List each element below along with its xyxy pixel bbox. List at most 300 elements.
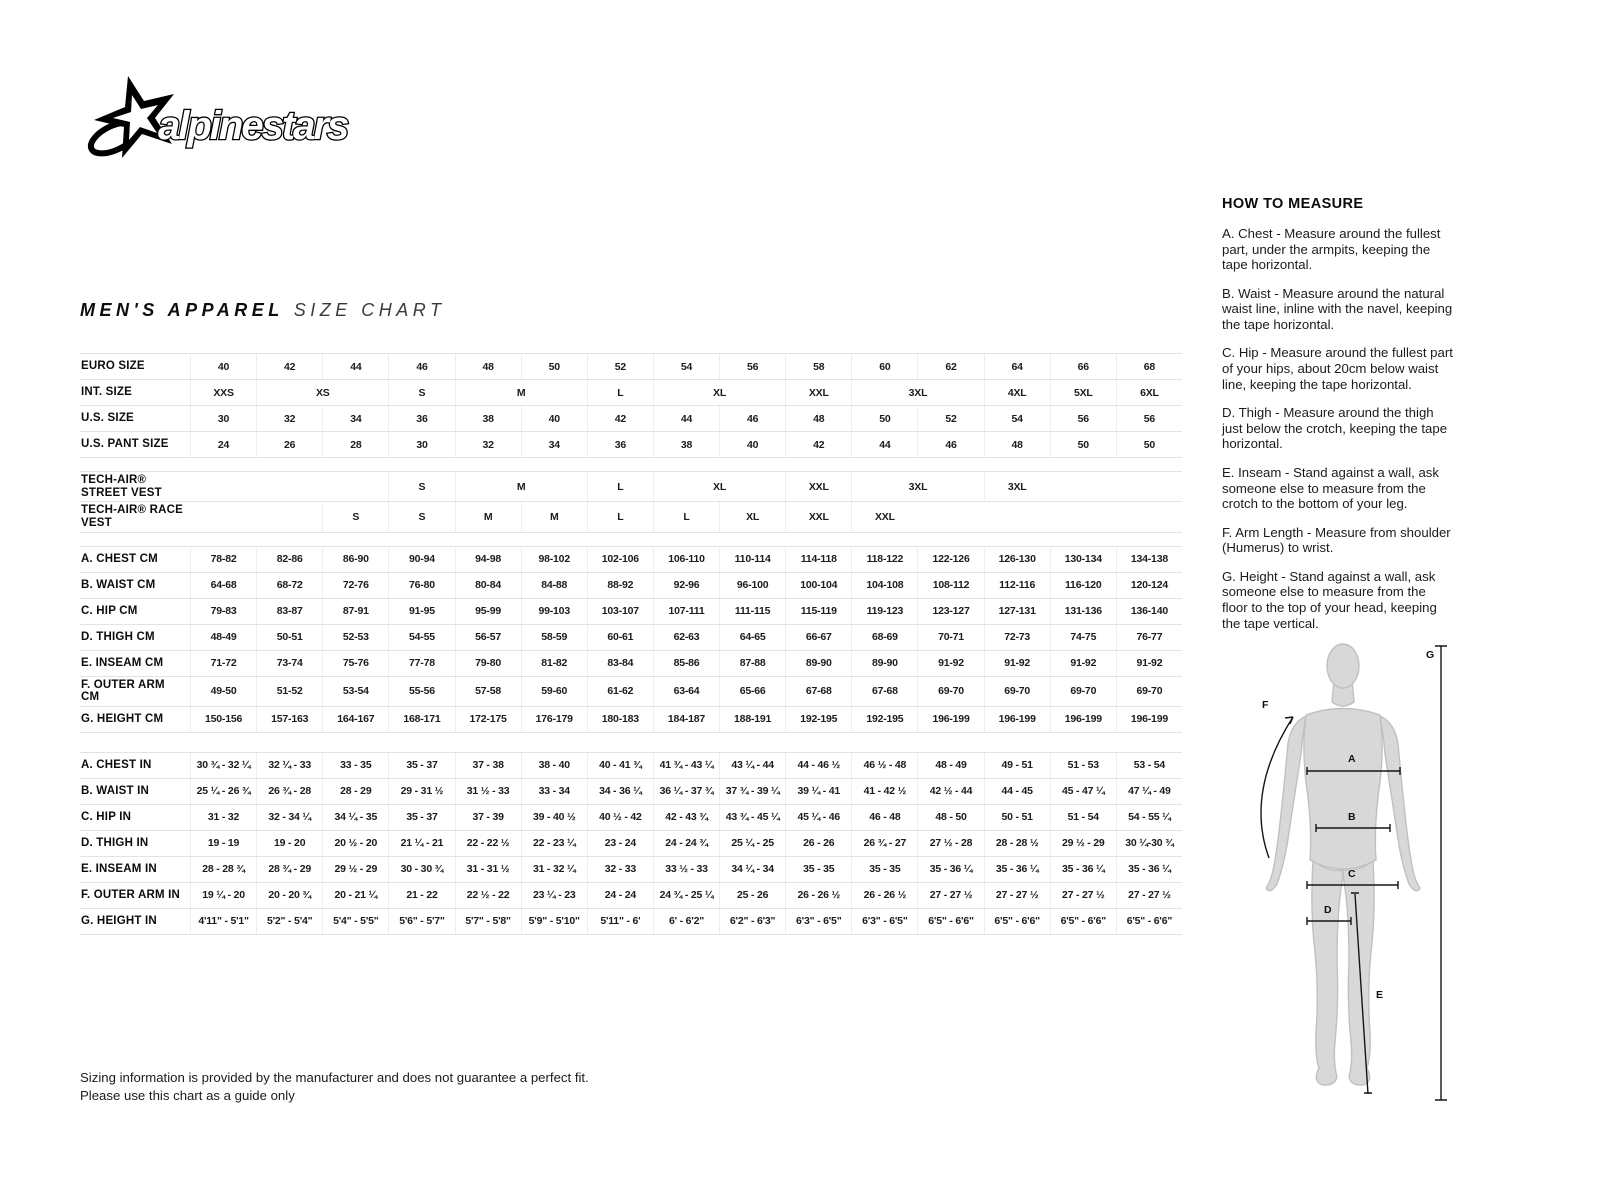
size-cell: 28 - 29: [322, 779, 388, 804]
size-cell: 3XL: [851, 472, 983, 501]
size-cell: 48 - 49: [917, 753, 983, 778]
size-cell: 75-76: [322, 651, 388, 676]
size-cell: 49 - 51: [984, 753, 1050, 778]
size-cell: 5'11" - 6': [587, 909, 653, 934]
size-cell: L: [653, 502, 719, 531]
row-label: C. HIP IN: [81, 811, 132, 824]
size-cell: 127-131: [984, 599, 1050, 624]
size-cell: 61-62: [587, 677, 653, 706]
brand-wordmark: alpinestars: [158, 104, 348, 148]
diagram-label-d: D: [1324, 904, 1332, 916]
size-cell: 98-102: [521, 547, 587, 572]
size-cell: 23 - 24: [587, 831, 653, 856]
size-cell: 33 ½ - 33: [653, 857, 719, 882]
size-cell: 91-92: [1116, 651, 1182, 676]
diagram-label-b: B: [1348, 811, 1356, 823]
table-block: [80, 752, 1182, 935]
size-cell: 78-82: [190, 547, 256, 572]
size-cell: 26 - 26 ½: [785, 883, 851, 908]
size-cell: 21 - 22: [388, 883, 454, 908]
size-cell: 3XL: [984, 472, 1050, 501]
size-cell: 22 ½ - 22: [455, 883, 521, 908]
size-cell: M: [455, 380, 587, 405]
size-cell: XL: [653, 472, 785, 501]
size-cell: 53-54: [322, 677, 388, 706]
size-cell: 116-120: [1050, 573, 1116, 598]
size-cell: 31 - 32: [190, 805, 256, 830]
size-cell: 56: [719, 354, 785, 379]
size-cell: 150-156: [190, 707, 256, 732]
size-cell: 68-69: [851, 625, 917, 650]
diagram-label-e: E: [1376, 989, 1384, 1001]
size-cell: M: [455, 472, 587, 501]
size-cell: 51-52: [256, 677, 322, 706]
alpinestars-logo-graphic: [82, 72, 362, 167]
size-cell: 30 ¾ - 32 ¼: [190, 753, 256, 778]
size-cell: 43 ¼ - 44: [719, 753, 785, 778]
size-cell: 31 - 31 ½: [455, 857, 521, 882]
row-label: G. HEIGHT IN: [81, 915, 157, 928]
size-cell: 23 ¼ - 23: [521, 883, 587, 908]
size-cell: 19 - 19: [190, 831, 256, 856]
size-cell: 90-94: [388, 547, 454, 572]
table-block: [80, 353, 1182, 458]
size-cell: 6'2" - 6'3": [719, 909, 785, 934]
how-to-measure-title: HOW TO MEASURE: [1222, 196, 1364, 212]
size-cell: 34 - 36 ¼: [587, 779, 653, 804]
size-cell: 54 - 55 ¼: [1116, 805, 1182, 830]
size-cell: 122-126: [917, 547, 983, 572]
size-cell: 25 ¼ - 26 ¾: [190, 779, 256, 804]
size-cell: 72-73: [984, 625, 1050, 650]
size-cell: 48-49: [190, 625, 256, 650]
size-cell: 91-92: [1050, 651, 1116, 676]
size-cell: 85-86: [653, 651, 719, 676]
size-cell: XXS: [190, 380, 256, 405]
size-cell: 37 - 38: [455, 753, 521, 778]
size-cell: S: [388, 472, 454, 501]
size-cell: 89-90: [851, 651, 917, 676]
size-cell: 40 ½ - 42: [587, 805, 653, 830]
size-cell: 22 - 23 ¼: [521, 831, 587, 856]
size-cell: 6'5" - 6'6": [1050, 909, 1116, 934]
size-cell: 48: [785, 406, 851, 431]
size-cell: 196-199: [1050, 707, 1116, 732]
size-cell: 52-53: [322, 625, 388, 650]
size-cell: XL: [653, 380, 785, 405]
size-cell: 36: [587, 432, 653, 457]
footnote: [80, 1069, 589, 1105]
size-cell: 24 - 24: [587, 883, 653, 908]
size-cell: 196-199: [1116, 707, 1182, 732]
size-cell: 123-127: [917, 599, 983, 624]
size-cell: 46 ½ - 48: [851, 753, 917, 778]
size-cell: 26 ¾ - 27: [851, 831, 917, 856]
size-cell: 172-175: [455, 707, 521, 732]
size-cell: 196-199: [984, 707, 1050, 732]
size-cell: 196-199: [917, 707, 983, 732]
size-cell: 30 ¼-30 ¾: [1116, 831, 1182, 856]
size-cell: 48: [984, 432, 1050, 457]
size-cell: M: [455, 502, 521, 531]
size-cell: 66-67: [785, 625, 851, 650]
size-cell: 65-66: [719, 677, 785, 706]
size-cell: 126-130: [984, 547, 1050, 572]
size-cell: XS: [256, 380, 388, 405]
table-block: [80, 471, 1182, 533]
size-cell: 192-195: [851, 707, 917, 732]
size-cell: 31 - 32 ¼: [521, 857, 587, 882]
size-cell: 74-75: [1050, 625, 1116, 650]
size-cell: 77-78: [388, 651, 454, 676]
size-cell: 35 - 36 ¼: [1116, 857, 1182, 882]
size-cell: 83-84: [587, 651, 653, 676]
size-cell: 91-95: [388, 599, 454, 624]
size-cell: 37 ¾ - 39 ¼: [719, 779, 785, 804]
size-cell: 5'4" - 5'5": [322, 909, 388, 934]
size-cell: 63-64: [653, 677, 719, 706]
size-cell: 5'6" - 5'7": [388, 909, 454, 934]
measure-instruction-inseam: E. Inseam - Stand against a wall, ask someone else to measure from the crotch to the bottom of your leg.: [1222, 464, 1439, 512]
size-cell: 29 ½ - 29: [322, 857, 388, 882]
size-cell: 5XL: [1050, 380, 1116, 405]
size-cell: 42: [785, 432, 851, 457]
size-cell: 82-86: [256, 547, 322, 572]
size-cell: 71-72: [190, 651, 256, 676]
size-cell: 29 ½ - 29: [1050, 831, 1116, 856]
diagram-label-a: A: [1348, 753, 1356, 765]
row-label: E. INSEAM CM: [81, 656, 164, 669]
size-cell: 50-51: [256, 625, 322, 650]
size-cell: 96-100: [719, 573, 785, 598]
size-cell: 44: [851, 432, 917, 457]
size-cell: 48: [455, 354, 521, 379]
measure-instruction-waist: B. Waist - Measure around the natural waist line, inline with the navel, keeping the tape horizontal.: [1222, 285, 1453, 332]
size-cell: 32 ¼ - 33: [256, 753, 322, 778]
size-cell: 30 - 30 ¾: [388, 857, 454, 882]
size-cell: 64: [984, 354, 1050, 379]
size-cell: 131-136: [1050, 599, 1116, 624]
size-cell: 26 - 26 ½: [851, 883, 917, 908]
size-cell: 83-87: [256, 599, 322, 624]
size-cell: 79-80: [455, 651, 521, 676]
size-cell: 35 - 35: [785, 857, 851, 882]
size-cell: 38: [455, 406, 521, 431]
footnote-line-2: Please use this chart as a guide only: [80, 1087, 295, 1103]
size-cell: 34 ¼ - 34: [719, 857, 785, 882]
table-row: [80, 406, 1182, 432]
table-row: [80, 472, 1182, 502]
size-cell: 30: [388, 432, 454, 457]
row-label: D. THIGH IN: [81, 837, 149, 850]
size-cell: 6'5" - 6'6": [984, 909, 1050, 934]
size-cell: 87-88: [719, 651, 785, 676]
table-row: [80, 909, 1182, 935]
size-cell: 59-60: [521, 677, 587, 706]
size-cell: 35 - 37: [388, 753, 454, 778]
size-cell: 67-68: [851, 677, 917, 706]
row-label: A. CHEST IN: [81, 759, 152, 772]
size-cell: 79-83: [190, 599, 256, 624]
footnote-line-1: Sizing information is provided by the manufacturer and does not guarantee a perfect fit.: [80, 1070, 589, 1085]
page-title-main: MEN'S APPAREL: [80, 300, 284, 320]
size-cell: 72-76: [322, 573, 388, 598]
size-cell: 20 - 20 ¾: [256, 883, 322, 908]
size-cell: 49-50: [190, 677, 256, 706]
size-cell: 64-68: [190, 573, 256, 598]
size-cell: 70-71: [917, 625, 983, 650]
table-row: [80, 677, 1182, 707]
size-cell: 32 - 34 ¼: [256, 805, 322, 830]
table-row: [80, 432, 1182, 458]
size-cell: 168-171: [388, 707, 454, 732]
size-cell: 58-59: [521, 625, 587, 650]
size-cell: 44 - 45: [984, 779, 1050, 804]
size-cell: 34: [322, 406, 388, 431]
row-label: F. OUTER ARM CM: [81, 678, 165, 704]
size-cell: 102-106: [587, 547, 653, 572]
table-row: [80, 805, 1182, 831]
height-measure-line: [1435, 646, 1447, 1100]
row-label: U.S. SIZE: [81, 412, 134, 425]
size-cell: 42: [256, 354, 322, 379]
size-cell: 21 ¼ - 21: [388, 831, 454, 856]
measure-instruction-arm: F. Arm Length - Measure from shoulder (Humerus) to wrist.: [1222, 524, 1451, 556]
size-cell: 112-116: [984, 573, 1050, 598]
table-block: [80, 546, 1182, 733]
size-cell: 38: [653, 432, 719, 457]
size-cell: 91-92: [984, 651, 1050, 676]
row-label: A. CHEST CM: [81, 552, 158, 565]
size-cell: 188-191: [719, 707, 785, 732]
size-cell: L: [587, 380, 653, 405]
size-cell: 64-65: [719, 625, 785, 650]
row-label: C. HIP CM: [81, 604, 138, 617]
size-cell: 45 ¼ - 46: [785, 805, 851, 830]
size-cell: 88-92: [587, 573, 653, 598]
row-label: F. OUTER ARM IN: [81, 889, 181, 902]
page-title-sub: SIZE CHART: [293, 300, 446, 320]
row-label: U.S. PANT SIZE: [81, 438, 169, 451]
size-cell: 42 ½ - 44: [917, 779, 983, 804]
size-cell: 40: [719, 432, 785, 457]
size-cell: 30: [190, 406, 256, 431]
size-cell: 39 ¼ - 41: [785, 779, 851, 804]
size-cell: 40 - 41 ¾: [587, 753, 653, 778]
table-row: [80, 354, 1182, 380]
size-cell: 25 - 26: [719, 883, 785, 908]
size-cell: 42: [587, 406, 653, 431]
size-cell: 37 - 39: [455, 805, 521, 830]
size-cell: 136-140: [1116, 599, 1182, 624]
size-cell: 24 - 24 ¾: [653, 831, 719, 856]
size-cell: 6'5" - 6'6": [917, 909, 983, 934]
size-cell: 5'7" - 5'8": [455, 909, 521, 934]
size-cell: 3XL: [851, 380, 983, 405]
size-cell: 50: [1116, 432, 1182, 457]
size-cell: 164-167: [322, 707, 388, 732]
size-cell: 119-123: [851, 599, 917, 624]
size-cell: 134-138: [1116, 547, 1182, 572]
size-cell: 39 - 40 ½: [521, 805, 587, 830]
row-label: E. INSEAM IN: [81, 863, 157, 876]
size-cell: 89-90: [785, 651, 851, 676]
size-cell: 54-55: [388, 625, 454, 650]
size-cell: 42 - 43 ¾: [653, 805, 719, 830]
size-cell: 50: [851, 406, 917, 431]
size-cell: 35 - 36 ¼: [1050, 857, 1116, 882]
size-cell: S: [388, 502, 454, 531]
size-cell: 29 - 31 ½: [388, 779, 454, 804]
size-cell: XXL: [785, 472, 851, 501]
size-cell: 84-88: [521, 573, 587, 598]
size-cell: 44: [653, 406, 719, 431]
size-cell: 62: [917, 354, 983, 379]
size-cell: 5'2" - 5'4": [256, 909, 322, 934]
size-cell: 120-124: [1116, 573, 1182, 598]
measure-instruction-thigh: D. Thigh - Measure around the thigh just below the crotch, keeping the tape horizontal.: [1222, 405, 1448, 452]
size-cell: 26 ¾ - 28: [256, 779, 322, 804]
size-cell: 41 ¾ - 43 ¼: [653, 753, 719, 778]
size-cell: 45 - 47 ¼: [1050, 779, 1116, 804]
size-cell: XL: [719, 502, 785, 531]
size-cell: 44: [322, 354, 388, 379]
row-label: EURO SIZE: [81, 360, 145, 373]
size-cell: 27 - 27 ½: [1050, 883, 1116, 908]
size-cell: [190, 472, 388, 501]
size-cell: 80-84: [455, 573, 521, 598]
size-cell: 40: [521, 406, 587, 431]
table-row: [80, 857, 1182, 883]
size-cell: M: [521, 502, 587, 531]
table-row: [80, 651, 1182, 677]
measure-instruction-height: G. Height - Stand against a wall, ask someone else to measure from the floor to the top of your head, keeping the tape vertical.: [1222, 568, 1437, 631]
size-cell: 20 - 21 ¼: [322, 883, 388, 908]
table-row: [80, 753, 1182, 779]
size-cell: 6' - 6'2": [653, 909, 719, 934]
size-cell: 19 - 20: [256, 831, 322, 856]
size-cell: 56-57: [455, 625, 521, 650]
size-cell: 69-70: [984, 677, 1050, 706]
size-cell: S: [388, 380, 454, 405]
size-cell: 114-118: [785, 547, 851, 572]
size-cell: [1050, 472, 1182, 501]
table-row: [80, 599, 1182, 625]
size-cell: [917, 502, 1182, 531]
size-cell: 54: [653, 354, 719, 379]
how-to-measure-panel: [1222, 196, 1454, 644]
size-cell: 52: [587, 354, 653, 379]
size-cell: 130-134: [1050, 547, 1116, 572]
row-label: TECH-AIR® STREET VEST: [81, 474, 162, 499]
diagram-label-f: F: [1262, 699, 1269, 711]
size-cell: 28 - 28 ½: [984, 831, 1050, 856]
size-cell: 33 - 34: [521, 779, 587, 804]
row-label: TECH-AIR® RACE VEST: [81, 504, 183, 529]
size-cell: 50: [521, 354, 587, 379]
size-cell: 103-107: [587, 599, 653, 624]
size-cell: 46: [719, 406, 785, 431]
size-cell: 73-74: [256, 651, 322, 676]
size-cell: 4'11" - 5'1": [190, 909, 256, 934]
size-cell: 27 - 27 ½: [1116, 883, 1182, 908]
size-cell: 36: [388, 406, 454, 431]
diagram-label-c: C: [1348, 868, 1356, 880]
size-cell: L: [587, 502, 653, 531]
size-cell: 192-195: [785, 707, 851, 732]
size-cell: 56: [1050, 406, 1116, 431]
size-cell: 38 - 40: [521, 753, 587, 778]
table-row: [80, 625, 1182, 651]
size-cell: 22 - 22 ½: [455, 831, 521, 856]
size-cell: 4XL: [984, 380, 1050, 405]
size-cell: 35 - 36 ¼: [917, 857, 983, 882]
size-cell: 24 ¾ - 25 ¼: [653, 883, 719, 908]
measurement-diagram: [1238, 632, 1456, 1117]
size-cell: 41 - 42 ½: [851, 779, 917, 804]
size-cell: 94-98: [455, 547, 521, 572]
size-cell: 40: [190, 354, 256, 379]
size-cell: 20 ½ - 20: [322, 831, 388, 856]
size-cell: 110-114: [719, 547, 785, 572]
size-cell: 26: [256, 432, 322, 457]
size-cell: 54: [984, 406, 1050, 431]
size-cell: [190, 502, 322, 531]
size-cell: 57-58: [455, 677, 521, 706]
diagram-label-g: G: [1426, 649, 1435, 661]
size-cell: 26 - 26: [785, 831, 851, 856]
size-cell: 56: [1116, 406, 1182, 431]
size-cell: 32: [455, 432, 521, 457]
size-cell: 106-110: [653, 547, 719, 572]
size-cell: 43 ¾ - 45 ¼: [719, 805, 785, 830]
table-row: [80, 831, 1182, 857]
size-cell: 60-61: [587, 625, 653, 650]
size-cell: 50: [1050, 432, 1116, 457]
size-cell: 50 - 51: [984, 805, 1050, 830]
size-cell: XXL: [785, 380, 851, 405]
size-cell: 111-115: [719, 599, 785, 624]
size-cell: 35 - 36 ¼: [984, 857, 1050, 882]
size-cell: 81-82: [521, 651, 587, 676]
size-cell: 157-163: [256, 707, 322, 732]
size-cell: 48 - 50: [917, 805, 983, 830]
size-cell: 27 - 27 ½: [917, 883, 983, 908]
size-cell: 34: [521, 432, 587, 457]
table-row: [80, 547, 1182, 573]
size-cell: XXL: [851, 502, 917, 531]
size-cell: 176-179: [521, 707, 587, 732]
size-cell: 104-108: [851, 573, 917, 598]
size-cell: 55-56: [388, 677, 454, 706]
table-row: [80, 502, 1182, 532]
size-cell: 44 - 46 ½: [785, 753, 851, 778]
size-cell: 62-63: [653, 625, 719, 650]
size-cell: 27 - 27 ½: [984, 883, 1050, 908]
size-cell: 100-104: [785, 573, 851, 598]
size-cell: 95-99: [455, 599, 521, 624]
table-row: [80, 779, 1182, 805]
size-table: [80, 353, 1182, 935]
size-cell: 92-96: [653, 573, 719, 598]
size-cell: 76-77: [1116, 625, 1182, 650]
size-cell: 28: [322, 432, 388, 457]
size-cell: 184-187: [653, 707, 719, 732]
size-cell: 69-70: [1116, 677, 1182, 706]
size-cell: 5'9" - 5'10": [521, 909, 587, 934]
size-cell: 35 - 35: [851, 857, 917, 882]
size-cell: 47 ¼ - 49: [1116, 779, 1182, 804]
